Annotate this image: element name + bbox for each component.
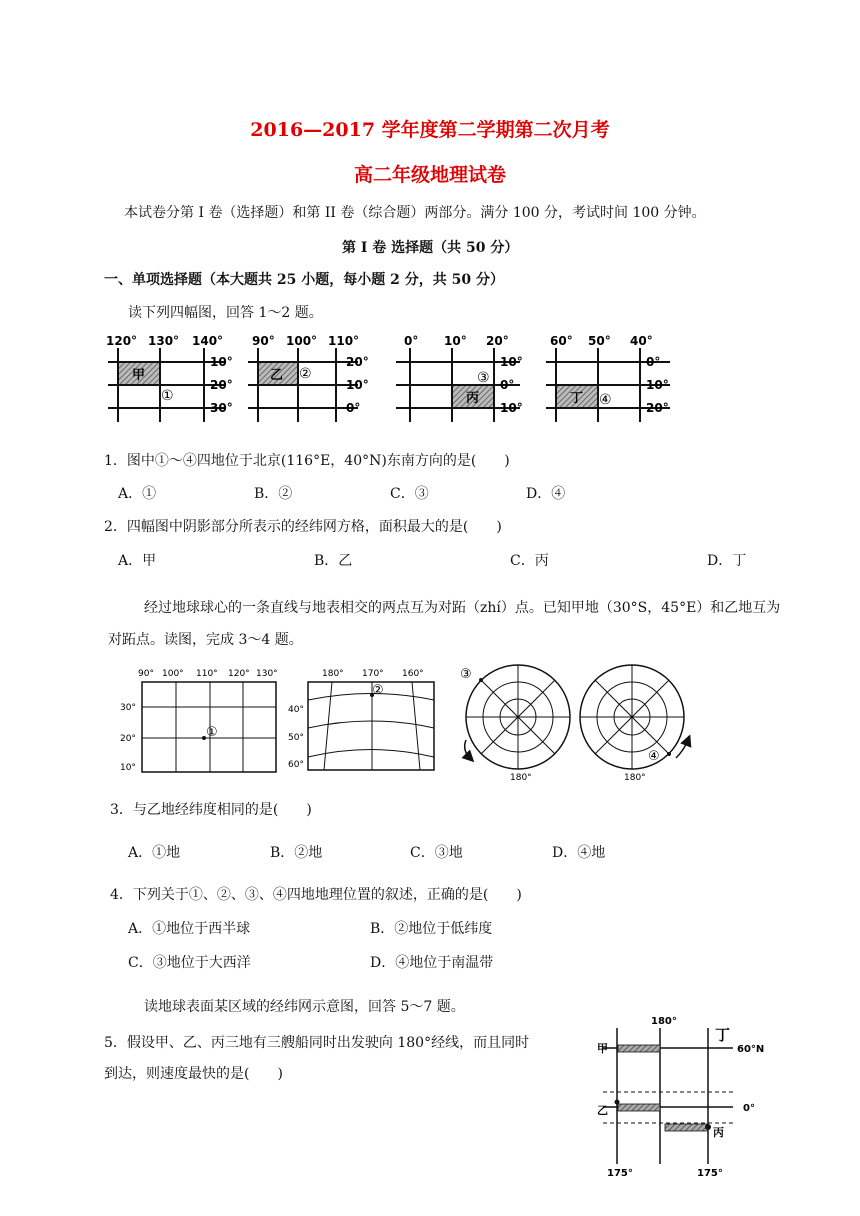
q1-option-a: A．① bbox=[118, 486, 157, 502]
map-b bbox=[288, 669, 434, 770]
map-bing bbox=[396, 334, 523, 422]
group3-instruction: 读地球表面某区域的经纬网示意图，回答 5～7 题。 bbox=[144, 999, 465, 1015]
lon-label: 160° bbox=[402, 669, 424, 679]
lat-label: 10° bbox=[646, 378, 669, 392]
strip-bing bbox=[665, 1124, 708, 1131]
point-label: ③ bbox=[477, 370, 490, 386]
lon-label: 50° bbox=[588, 334, 611, 348]
q1-option-c: C．③ bbox=[390, 486, 429, 502]
q2-option-a: A．甲 bbox=[118, 553, 157, 569]
shade-label: 甲 bbox=[132, 368, 146, 383]
lat-label: 10° bbox=[500, 401, 523, 415]
q2-option-b: B．乙 bbox=[314, 553, 353, 569]
question-5-line2: 到达，则速度最快的是( ) bbox=[104, 1066, 283, 1082]
lon-label: 130° bbox=[256, 669, 278, 679]
lon-label: 110° bbox=[328, 334, 360, 348]
lat-label: 60° bbox=[288, 760, 304, 770]
shade-label: 丙 bbox=[466, 391, 480, 406]
lat-label: 20° bbox=[646, 401, 669, 415]
group1-instruction: 读下列四幅图，回答 1～2 题。 bbox=[128, 305, 323, 321]
lat-label: 10° bbox=[210, 355, 233, 369]
lat-label: 20° bbox=[210, 378, 233, 392]
strip-jia bbox=[618, 1045, 660, 1052]
bottom-label: 180° bbox=[510, 773, 532, 782]
lat-label: 30° bbox=[120, 703, 136, 713]
lon-label: 60° bbox=[550, 334, 573, 348]
point-label: ① bbox=[206, 725, 218, 740]
lon-label: 100° bbox=[286, 334, 318, 348]
fig-label-175-left: 175° bbox=[607, 1168, 633, 1178]
polar-map-d bbox=[580, 665, 688, 782]
shade-label: 乙 bbox=[270, 368, 284, 383]
lat-label: 0° bbox=[500, 378, 515, 392]
part-heading: 一、单项选择题（本大题共 25 小题，每小题 2 分，共 50 分） bbox=[104, 272, 504, 288]
group2-line1: 经过地球球心的一条直线与地表相交的两点互为对跖（zhí）点。已知甲地（30°S，45°E）和乙地互为 bbox=[144, 600, 781, 616]
fig-label-bing: 丙 bbox=[713, 1126, 724, 1139]
q3-option-a: A．①地 bbox=[128, 845, 181, 861]
q2-option-c: C．丙 bbox=[510, 553, 549, 569]
q1-option-d: D．④ bbox=[526, 486, 566, 502]
map-yi bbox=[248, 334, 369, 422]
exam-title: 2016—2017 学年度第二学期第二次月考 bbox=[250, 119, 610, 141]
point-label: ③ bbox=[460, 667, 472, 682]
lon-label: 0° bbox=[404, 334, 419, 348]
point-label: ① bbox=[161, 388, 174, 404]
q3-option-b: B．②地 bbox=[270, 845, 323, 861]
lon-label: 180° bbox=[322, 669, 344, 679]
lat-label: 0° bbox=[646, 355, 661, 369]
question-3: 3．与乙地经纬度相同的是( ) bbox=[110, 802, 312, 818]
map-jia bbox=[106, 334, 233, 422]
lon-label: 10° bbox=[444, 334, 467, 348]
lat-label: 10° bbox=[346, 378, 369, 392]
lat-label: 30° bbox=[210, 401, 233, 415]
question-4: 4．下列关于①、②、③、④四地地理位置的叙述，正确的是( ) bbox=[110, 887, 522, 903]
lon-label: 120° bbox=[106, 334, 138, 348]
fig-label-60n: 60°N bbox=[737, 1044, 765, 1055]
lon-label: 130° bbox=[148, 334, 180, 348]
lon-label: 110° bbox=[196, 669, 218, 679]
q4-option-b: B．②地位于低纬度 bbox=[370, 921, 493, 937]
strip-yi bbox=[618, 1104, 660, 1111]
group2-line2: 对跖点。读图，完成 3～4 题。 bbox=[108, 632, 303, 648]
q4-option-c: C．③地位于大西洋 bbox=[128, 955, 251, 971]
question-1: 1．图中①～④四地位于北京(116°E，40°N)东南方向的是( ) bbox=[104, 453, 510, 469]
fig-label-jia: 甲 bbox=[597, 1042, 608, 1055]
point-label: ② bbox=[372, 683, 384, 698]
q3-option-c: C．③地 bbox=[410, 845, 463, 861]
group1-figures bbox=[100, 330, 680, 430]
q1-option-b: B．② bbox=[254, 486, 293, 502]
lat-label: 20° bbox=[120, 734, 136, 744]
exam-intro: 本试卷分第 I 卷（选择题）和第 II 卷（综合题）两部分。满分 100 分，考试时间 100 分钟。 bbox=[124, 205, 706, 221]
lon-label: 100° bbox=[162, 669, 184, 679]
point-label: ② bbox=[299, 366, 312, 382]
q4-option-d: D．④地位于南温带 bbox=[370, 955, 494, 971]
lon-label: 120° bbox=[228, 669, 250, 679]
question-5-line1: 5．假设甲、乙、丙三地有三艘船同时出发驶向 180°经线，而且同时 bbox=[104, 1035, 530, 1051]
lon-label: 170° bbox=[362, 669, 384, 679]
q2-option-d: D．丁 bbox=[707, 553, 747, 569]
section-heading: 第 I 卷 选择题（共 50 分） bbox=[342, 240, 519, 256]
q3-option-d: D．④地 bbox=[552, 845, 606, 861]
fig-5-7 bbox=[585, 1010, 785, 1178]
q4-option-a: A．①地位于西半球 bbox=[128, 921, 251, 937]
fig-label-equator: 0° bbox=[743, 1103, 755, 1114]
lat-label: 40° bbox=[288, 705, 304, 715]
exam-subtitle: 高二年级地理试卷 bbox=[353, 164, 506, 186]
lat-label: 10° bbox=[500, 355, 523, 369]
lat-label: 10° bbox=[120, 763, 136, 773]
shade-label: 丁 bbox=[570, 391, 584, 406]
point-label: ④ bbox=[648, 749, 660, 764]
lat-label: 20° bbox=[346, 355, 369, 369]
lon-label: 140° bbox=[192, 334, 224, 348]
polar-map-c bbox=[460, 665, 570, 782]
map-ding bbox=[546, 334, 670, 422]
lat-label: 50° bbox=[288, 733, 304, 743]
fig-label-top: 180° bbox=[651, 1016, 677, 1027]
bottom-label: 180° bbox=[624, 773, 646, 782]
lon-label: 90° bbox=[138, 669, 154, 679]
lon-label: 90° bbox=[252, 334, 275, 348]
lat-label: 0° bbox=[346, 401, 361, 415]
map-a bbox=[120, 669, 278, 773]
group2-figures bbox=[110, 662, 730, 782]
lon-label: 40° bbox=[630, 334, 653, 348]
fig-label-175-right: 175° bbox=[697, 1168, 723, 1178]
question-2: 2．四幅图中阴影部分所表示的经纬网方格，面积最大的是( ) bbox=[104, 519, 502, 535]
point-label: ④ bbox=[599, 392, 612, 408]
fig-label-yi: 乙 bbox=[597, 1104, 608, 1117]
fig-label-ding: 丁 bbox=[715, 1026, 731, 1044]
lon-label: 20° bbox=[486, 334, 509, 348]
